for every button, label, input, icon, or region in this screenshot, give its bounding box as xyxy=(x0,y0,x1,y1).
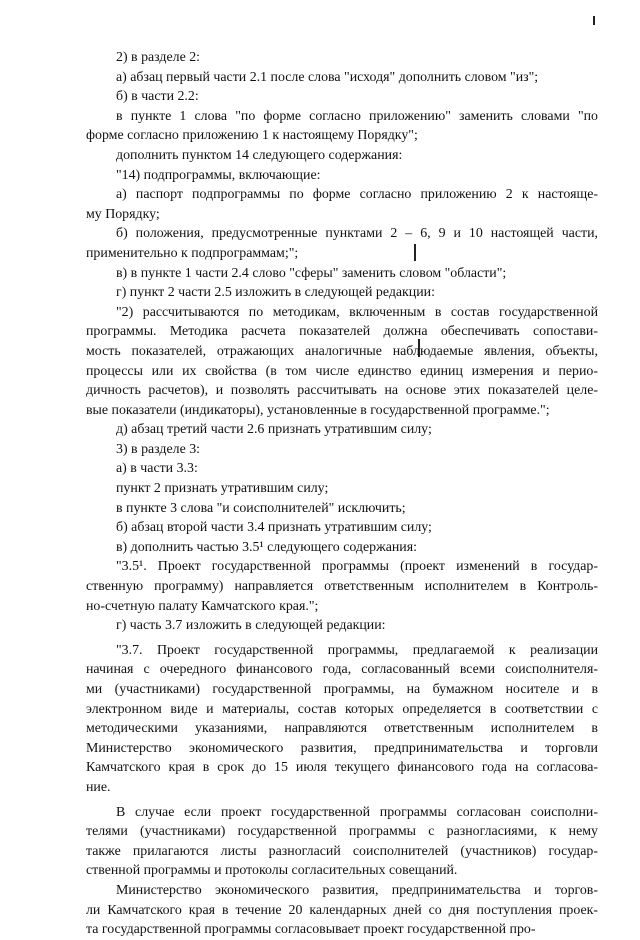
paragraph-line: в) дополнить частью 3.5¹ следующего содержания: xyxy=(116,539,417,555)
paragraph-line: В случае если проект государственной программы согласован соисполни- xyxy=(116,804,598,820)
paragraph-line: программы. Методика расчета показателей должна обеспечивать сопостави- xyxy=(86,324,598,340)
paragraph-line: б) абзац второй части 3.4 признать утратившим силу; xyxy=(116,520,432,536)
paragraph-line: электронном виде и материалы, состав которых определяется в соответствии с xyxy=(86,701,598,717)
paragraph-line: ли Камчатского края в течение 20 календарных дней со дня поступления проек- xyxy=(86,902,598,918)
paragraph-line: ми (участниками) государственной программы, на бумажном носителе и в xyxy=(86,682,598,697)
paragraph-line: а) абзац первый части 2.1 после слова "исходя" дополнить словом "из"; xyxy=(116,69,539,85)
paragraph-line: 3) в разделе 3: xyxy=(116,441,201,457)
paragraph-line: 2) в разделе 2: xyxy=(116,50,201,65)
paragraph-line: в пункте 1 слова "по форме согласно приложению" заменить словами "по xyxy=(116,108,598,124)
paragraph-line: Министерство экономического развития, предпринимательства и торговли xyxy=(86,740,598,756)
paragraph-line: также прилагаются листы разногласий соисполнителей (участников) государ- xyxy=(86,843,598,859)
paragraph-line: форме согласно приложению 1 к настоящему Порядку"; xyxy=(86,128,418,144)
paragraph-line: б) положения, предусмотренные пунктами 2 – 6, 9 и 10 настоящей части, xyxy=(116,226,598,242)
paragraph-line: ние. xyxy=(86,779,111,795)
paragraph-line: процессы или их свойства (в том числе единство единиц измерения и перио- xyxy=(86,363,598,379)
paragraph-line: начиная с очередного финансового года, согласованный всеми соисполнителя- xyxy=(86,662,598,678)
paragraph-line: методическими указаниями, направляются ответственным исполнителем в xyxy=(86,721,598,737)
paragraph-line: Министерство экономического развития, предпринимательства и торгов- xyxy=(116,882,598,898)
paragraph-line: в) в пункте 1 части 2.4 слово "сферы" заменить словом "области"; xyxy=(116,265,507,281)
paragraph-line: ственную программу) направляется ответственным исполнителем в Контроль- xyxy=(86,579,598,595)
paragraph-line: "14) подпрограммы, включающие: xyxy=(116,167,321,183)
paragraph-line: дичность расчетов), и позволять рассчитывать на основе этих показателей целе- xyxy=(86,383,598,399)
paragraph-line: дополнить пунктом 14 следующего содержания: xyxy=(116,147,403,163)
paragraph-line: г) часть 3.7 изложить в следующей редакции: xyxy=(116,618,386,634)
paragraph-line: в пункте 3 слова "и соисполнителей" исключить; xyxy=(116,500,406,516)
document-body xyxy=(86,48,598,940)
paragraph-line: а) в части 3.3: xyxy=(116,461,198,477)
scan-mark-top xyxy=(593,16,595,25)
paragraph-line: но-счетную палату Камчатского края."; xyxy=(86,598,319,614)
paragraph-line: "3.7. Проект государственной программы, предлагаемой к реализации xyxy=(116,642,598,658)
paragraph-line: вые показатели (индикаторы), установленные в государственной программе."; xyxy=(86,402,550,418)
paragraph-line: а) паспорт подпрограммы по форме согласно приложению 2 к настояще- xyxy=(116,187,598,203)
paragraph-line: Камчатского края в срок до 15 июля текущего финансового года на согласова- xyxy=(86,760,598,776)
paragraph-line: мость показателей, отражающих аналогичные наблюдаемые явления, объекты, xyxy=(86,343,598,359)
paragraph-line: телями (участниками) государственной программы с разногласиями, к нему xyxy=(86,824,598,840)
paragraph-line: д) абзац третий части 2.6 признать утратившим силу; xyxy=(116,422,432,438)
paragraph-line: "2) рассчитываются по методикам, включенным в состав государственной xyxy=(116,304,598,320)
paragraph-line: "3.5¹. Проект государственной программы (проект изменений в государ- xyxy=(116,559,598,575)
paragraph-line: му Порядку; xyxy=(86,206,160,222)
paragraph-line: ственной программы и протоколы согласительных совещаний. xyxy=(86,863,458,879)
paragraph-line: применительно к подпрограммам;"; xyxy=(86,245,299,261)
paragraph-line: та государственной программы согласовывает проект государственной про- xyxy=(86,922,536,938)
paragraph-line: б) в части 2.2: xyxy=(116,89,199,105)
paragraph-line: г) пункт 2 части 2.5 изложить в следующей редакции: xyxy=(116,285,435,301)
paragraph-line: пункт 2 признать утратившим силу; xyxy=(116,481,329,497)
